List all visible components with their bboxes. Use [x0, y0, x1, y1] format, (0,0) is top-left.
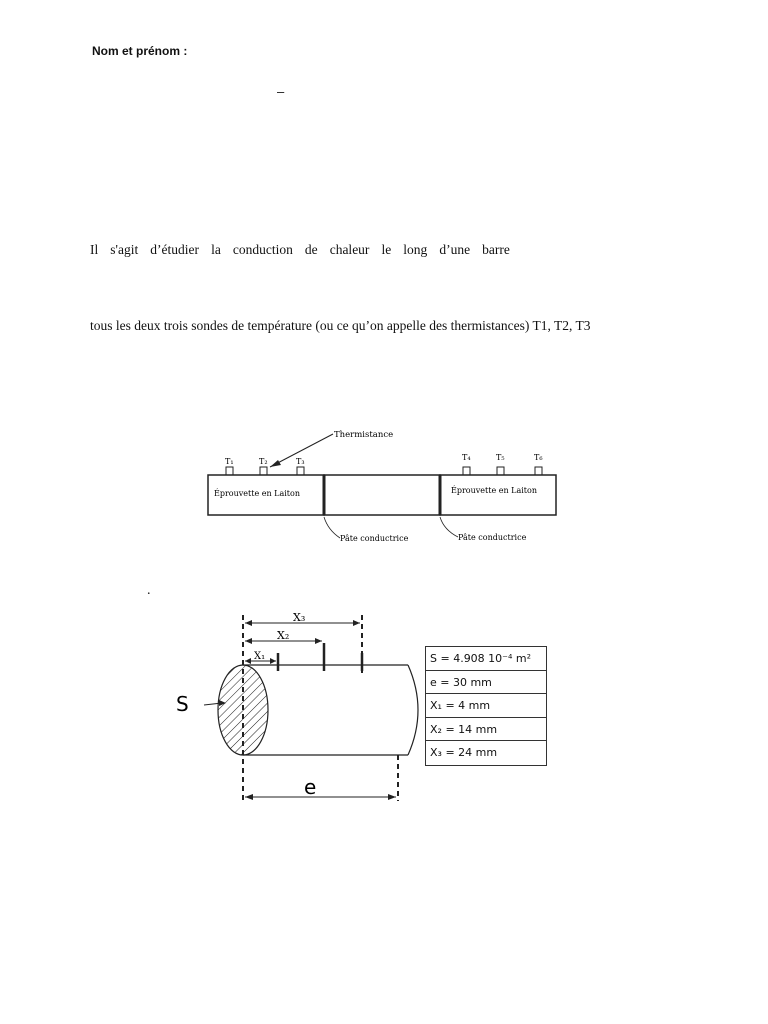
- parameters-table: [425, 646, 547, 766]
- label-t2: T₂: [259, 457, 268, 466]
- label-e: e: [304, 775, 317, 799]
- word: de: [304, 242, 318, 257]
- word: d’étudier: [150, 242, 200, 257]
- paragraph-sensors: tous les deux trois sondes de température (ou ce qu’on appelle des thermistances) T1, T2, T3: [90, 318, 591, 333]
- word: s'agit: [110, 242, 139, 257]
- paste-right-label: Pâte conductrice: [458, 533, 527, 542]
- sensor-t3: [297, 467, 304, 475]
- thermistance-label: Thermistance: [334, 430, 394, 440]
- label-x3: X₃: [293, 611, 306, 624]
- label-t1: T₁: [225, 457, 234, 466]
- sensor-t5: [497, 467, 504, 475]
- table-row: X₂ = 14 mm: [426, 718, 546, 742]
- label-t6: T₆: [534, 453, 543, 462]
- middle-bar: [324, 475, 440, 515]
- table-row: e = 30 mm: [426, 671, 546, 695]
- right-specimen-bar: [440, 475, 556, 515]
- figure-bar-assembly: [200, 420, 570, 550]
- left-bar-label: Éprouvette en Laiton: [214, 489, 300, 498]
- word: le: [381, 242, 392, 257]
- word: d’une: [439, 242, 471, 257]
- word: long: [403, 242, 428, 257]
- label-t5: T₅: [496, 453, 505, 462]
- table-row: S = 4.908 10⁻⁴ m²: [426, 647, 546, 671]
- table-row: X₁ = 4 mm: [426, 694, 546, 718]
- label-x1: X₁: [254, 651, 266, 662]
- word: Il: [90, 242, 99, 257]
- paragraph-intro: [90, 242, 510, 258]
- sensor-t6: [535, 467, 542, 475]
- word: conduction: [232, 242, 293, 257]
- paste-left-label: Pâte conductrice: [340, 534, 409, 543]
- stray-dot: .: [147, 583, 151, 598]
- name-label: Nom et prénom :: [92, 44, 188, 58]
- sensor-t1: [226, 467, 233, 475]
- word: la: [211, 242, 221, 257]
- label-t3: T₃: [296, 457, 305, 466]
- sensor-t4: [463, 467, 470, 475]
- label-x2: X₂: [277, 629, 290, 642]
- word: barre: [482, 242, 510, 257]
- sensor-t2: [260, 467, 267, 475]
- figure-cylinder: [170, 605, 430, 805]
- right-bar-label: Éprouvette en Laiton: [451, 486, 537, 495]
- label-s: S: [176, 692, 189, 716]
- word: chaleur: [329, 242, 370, 257]
- label-t4: T₄: [462, 453, 471, 462]
- dash-mark: –: [277, 84, 285, 99]
- table-row: X₃ = 24 mm: [430, 746, 498, 759]
